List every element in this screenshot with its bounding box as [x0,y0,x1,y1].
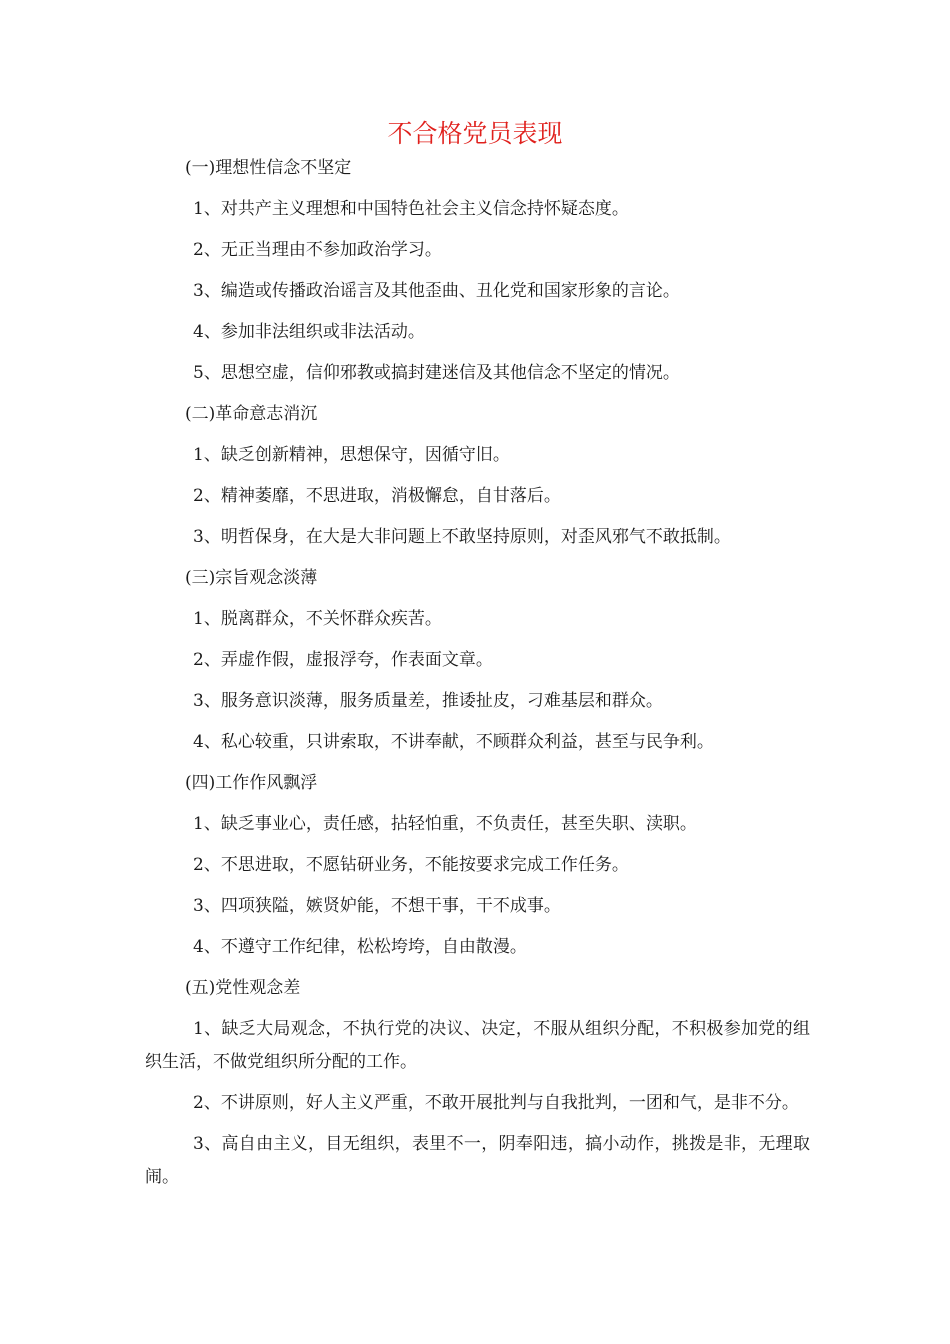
document-title: 不合格党员表现 [387,119,563,148]
list-item: 2、弄虚作假，虚报浮夸，作表面文章。 [193,650,493,670]
list-item: 4、参加非法组织或非法活动。 [193,322,425,342]
document-body [145,152,810,1194]
list-item: 1、脱离群众，不关怀群众疾苦。 [193,609,442,629]
section-heading-5: (五)党性观念差 [185,978,301,998]
list-item: 5、思想空虚，信仰邪教或搞封建迷信及其他信念不坚定的情况。 [193,363,680,383]
list-item: 3、编造或传播政治谣言及其他歪曲、丑化党和国家形象的言论。 [193,281,680,301]
section-heading-2: (二)革命意志消沉 [185,404,318,424]
list-item: 4、不遵守工作纪律，松松垮垮，自由散漫。 [193,937,527,957]
list-item: 2、不思进取，不愿钻研业务，不能按要求完成工作任务。 [193,855,629,875]
list-item: 3、高自由主义，目无组织，表里不一，阴奉阳违，搞小动作，挑拨是非，无理取闹。 [145,1134,810,1187]
list-item: 3、明哲保身，在大是大非问题上不敢坚持原则，对歪风邪气不敢抵制。 [193,527,731,547]
list-item: 3、服务意识淡薄，服务质量差，推诿扯皮，刁难基层和群众。 [193,691,663,711]
list-item: 1、缺乏大局观念，不执行党的决议、决定，不服从组织分配，不积极参加党的组织生活，不做党组织所分配的工作。 [145,1019,810,1072]
list-item: 2、不讲原则，好人主义严重，不敢开展批判与自我批判，一团和气，是非不分。 [193,1093,799,1113]
list-item: 2、精神萎靡，不思进取，消极懈怠，自甘落后。 [193,486,561,506]
list-item: 4、私心较重，只讲索取，不讲奉献，不顾群众利益，甚至与民争利。 [193,732,714,752]
list-item: 3、四项狭隘，嫉贤妒能，不想干事，干不成事。 [193,896,561,916]
list-item: 1、对共产主义理想和中国特色社会主义信念持怀疑态度。 [193,199,629,219]
list-item: 1、缺乏创新精神，思想保守，因循守旧。 [193,445,510,465]
section-heading-3: (三)宗旨观念淡薄 [185,568,318,588]
section-heading-1: (一)理想性信念不坚定 [185,158,352,178]
list-item: 2、无正当理由不参加政治学习。 [193,240,442,260]
list-item: 1、缺乏事业心，责任感，拈轻怕重，不负责任，甚至失职、渎职。 [193,814,697,834]
section-heading-4: (四)工作作风飘浮 [185,773,318,793]
